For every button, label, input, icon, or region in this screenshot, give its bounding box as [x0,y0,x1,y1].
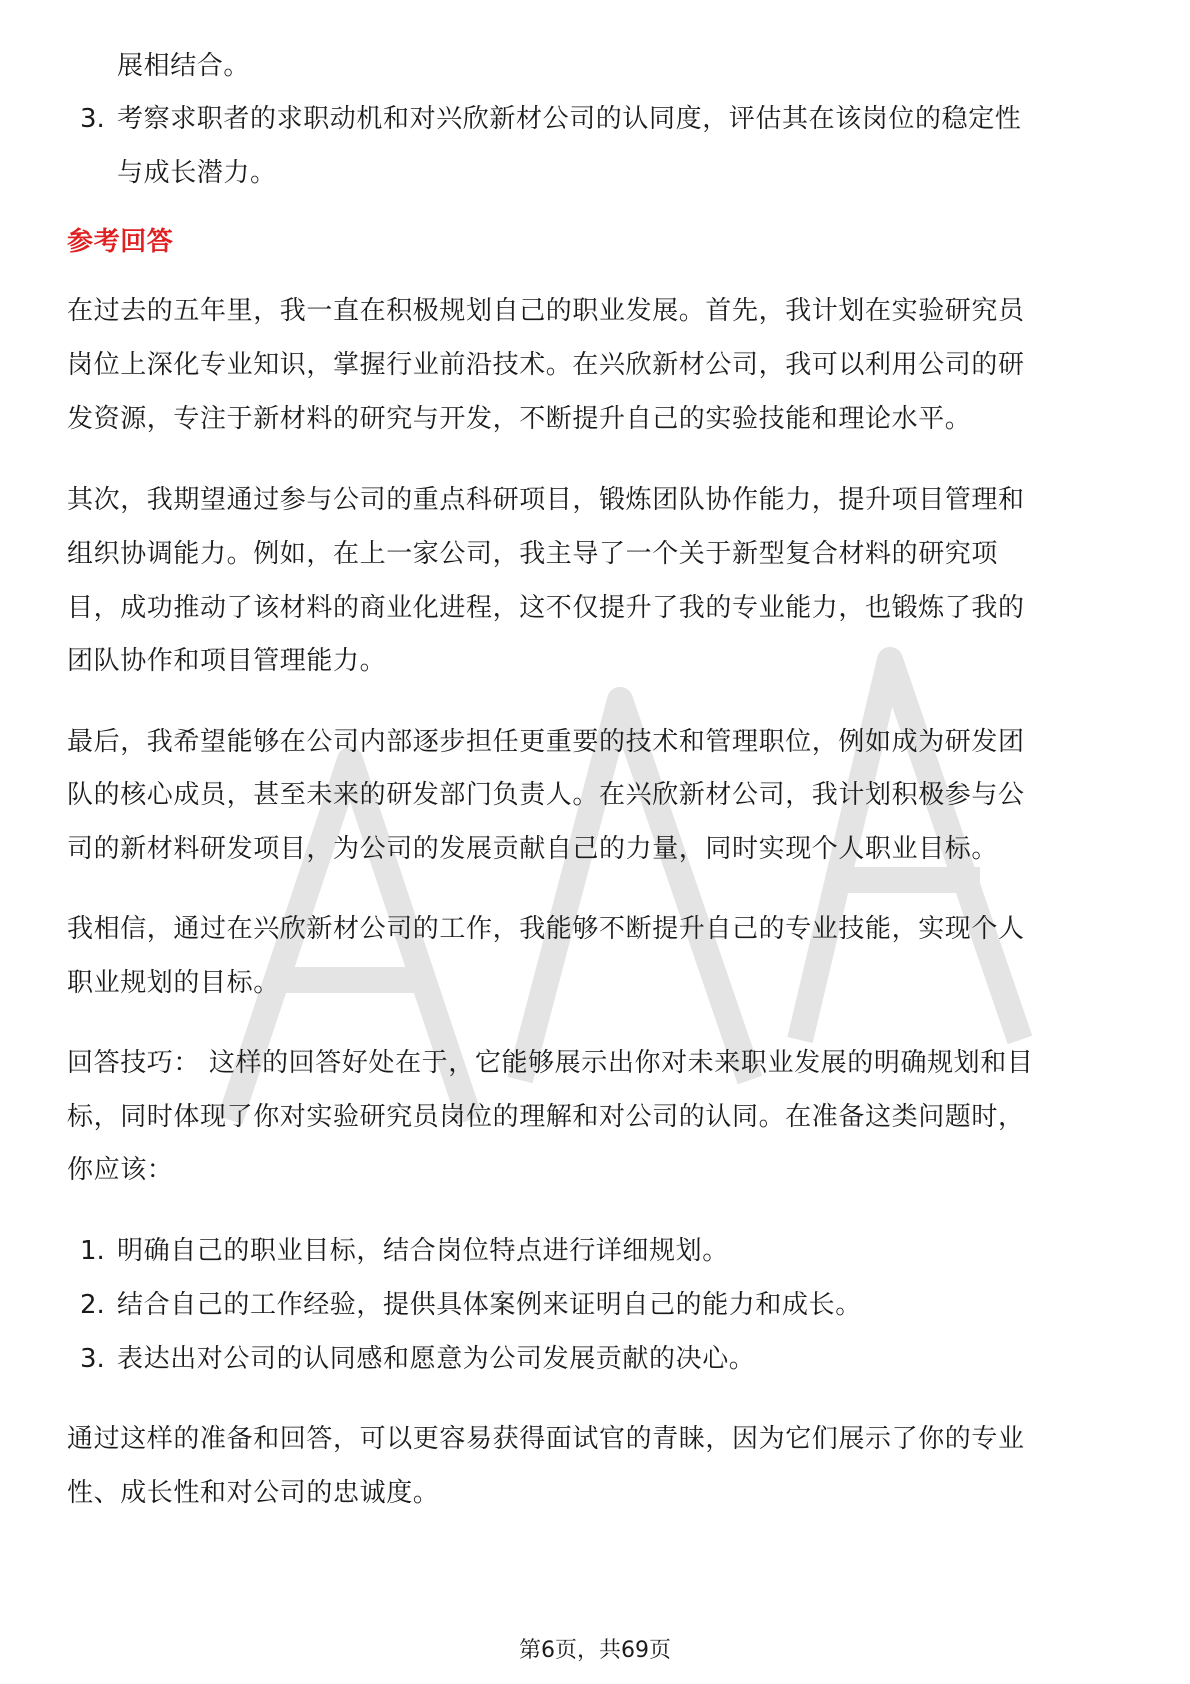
paragraph-2-line: 其次，我期望通过参与公司的重点科研项目，锻炼团队协作能力，提升项目管理和 [67,485,1025,515]
paragraph-2-line: 目，成功推动了该材料的商业化进程，这不仅提升了我的专业能力，也锻炼了我的 [67,593,1025,623]
paragraph-1-line: 岗位上深化专业知识，掌握行业前沿技术。在兴欣新材公司，我可以利用公司的研 [67,350,1025,380]
list-number-3: 3. [80,104,105,134]
tip-number-1: 1. [80,1236,105,1266]
tip-item-1: 明确自己的职业目标，结合岗位特点进行详细规划。 [117,1236,729,1266]
tip-number-3: 3. [80,1344,105,1374]
list-item-3-line-1: 考察求职者的求职动机和对兴欣新材公司的认同度，评估其在该岗位的稳定性 [117,104,1022,134]
paragraph-2-line: 团队协作和项目管理能力。 [67,646,387,676]
paragraph-5-line: 你应该： [67,1155,174,1185]
paragraph-3-line: 最后，我希望能够在公司内部逐步担任更重要的技术和管理职位，例如成为研发团 [67,727,1025,757]
closing-line: 通过这样的准备和回答，可以更容易获得面试官的青睐，因为它们展示了你的专业 [67,1424,1025,1454]
paragraph-1-line: 在过去的五年里，我一直在积极规划自己的职业发展。首先，我计划在实验研究员 [67,296,1025,326]
section-heading: 参考回答 [67,227,174,257]
paragraph-4-line: 我相信，通过在兴欣新材公司的工作，我能够不断提升自己的专业技能，实现个人 [67,914,1025,944]
paragraph-5-line: 回答技巧： 这样的回答好处在于，它能够展示出你对未来职业发展的明确规划和目 [67,1048,1034,1078]
closing-line: 性、成长性和对公司的忠诚度。 [67,1478,440,1508]
paragraph-2-line: 组织协调能力。例如，在上一家公司，我主导了一个关于新型复合材料的研究项 [67,539,999,569]
paragraph-3-line: 队的核心成员，甚至未来的研发部门负责人。在兴欣新材公司，我计划积极参与公 [67,780,1025,810]
tip-number-2: 2. [80,1290,105,1320]
tip-item-3: 表达出对公司的认同感和愿意为公司发展贡献的决心。 [117,1344,756,1374]
list-item-3-line-2: 与成长潜力。 [117,158,277,188]
page-footer: 第6页，共69页 [519,1638,671,1663]
paragraph-1-line: 发资源，专注于新材料的研究与开发，不断提升自己的实验技能和理论水平。 [67,404,972,434]
paragraph-3-line: 司的新材料研发项目，为公司的发展贡献自己的力量，同时实现个人职业目标。 [67,834,999,864]
tip-item-2: 结合自己的工作经验，提供具体案例来证明自己的能力和成长。 [117,1290,862,1320]
paragraph-5-line: 标，同时体现了你对实验研究员岗位的理解和对公司的认同。在准备这类问题时， [67,1102,1025,1132]
paragraph-4-line: 职业规划的目标。 [67,968,280,998]
list-item-2-tail: 展相结合。 [117,51,251,81]
